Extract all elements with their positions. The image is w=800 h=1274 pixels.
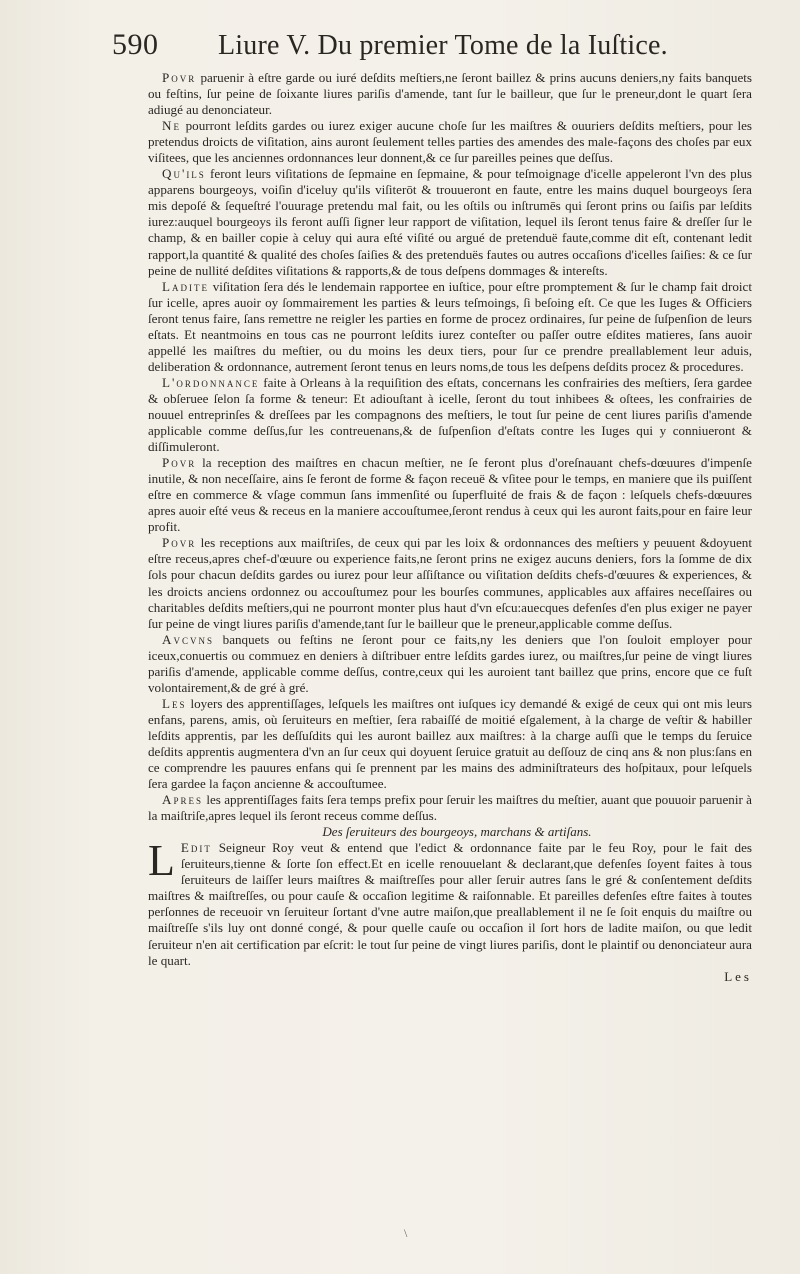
paragraph [148, 375, 752, 455]
paragraph-lead: Edit [180, 840, 212, 856]
paragraph-lead: Les [162, 695, 187, 711]
catchword: Les [724, 968, 752, 984]
paragraph [148, 70, 752, 118]
paragraph [148, 455, 752, 535]
paragraph-lead: Povr [162, 535, 197, 551]
paragraph-text: paruenir à eſtre garde ou iuré deſdits meſtiers,ne ſeront baillez & prins aucuns deniers,ny faits banquets ou feſtins, ſur peine de ſoixante liures pariſis d'amende, tant ſur le bailleur, que ſur le preneur,dont le quart ſera adiugé au denonciateur. [148, 70, 752, 118]
paragraph-lead: Apres [162, 792, 203, 808]
bottom-mark: \ [404, 1226, 408, 1240]
paragraph-with-dropcap [148, 836, 752, 968]
paragraph-lead: Povr [162, 70, 197, 85]
paragraph-text: Seigneur Roy veut & entend que l'edict & ordonnance faite par le feu Roy, pour le fait des ſeruiteurs,tienne & ſorte ſon effect.Et en icelle renouuelant & declarant,que defenſes ſoyent faites à tous ſeruiteurs de laiſſer leurs maiſtres & maiſtreſſes pour aller ſeruir autres ſans le gré & conſentement deſdits maiſtres & maiſtreſſes, ou pour cauſe & occaſion legitime & raiſonnable. Et pareilles defenſes eſtre faites à toutes perſonnes de receuoir vn ſeruiteur ſortant d'vne autre maiſon,que preallablement il ne ſe ſoit enquis du maiſtre ou maiſtreſſe s'ils luy ont donné congé, & pour quelle cauſe ou occaſion il ſort hors de ladite maiſon, ou que ledit ſeruiteur n'en ait certification par eſcrit: le tout ſur peine de vingt liures pariſis, dont le plaintif ou denonciateur aura le quart. [148, 840, 752, 968]
paragraph-lead: L'ordonnance [162, 374, 260, 390]
paragraph [148, 535, 752, 631]
running-head: Liure V. Du premier Tome de la Iuſtice. [218, 30, 668, 61]
paragraph-lead: Ne [162, 118, 181, 134]
drop-cap: L [148, 836, 175, 886]
paragraph [148, 166, 752, 278]
paragraph-text: viſitation ſera dés le lendemain rapportee en iuſtice, pour eſtre promptement & ſur le champ fait droict ſur icelle, apres auoir oy ſommairement les parties & leurs teſmoings, ſi beſoing eſt. Ce que les Iuges & Officiers ſeront tenus faire, ſans remettre ne reigler les parties en forme de procez ordinaires, ſur peine de ſuſpenſion de leurs eſtats. Et neantmoins en tous cas ne pourront leſdits iurez conteſter ou paſſer outre eſdites matieres, ſans auoir appellé les maiſtres du meſtier, ou du moins les deux tiers, pour ſur ce prendre preallablement leur aduis, deliberation & ordonnance, autrement ſeront tenus en leurs noms,de tous les deſpens deſdits procez & procedures. [148, 278, 752, 374]
paragraph-text: feront leurs viſitations de ſepmaine en ſepmaine, & pour teſmoignage d'icelle appeleront l'vn des plus apparens bourgeoys, voiſin d'iceluy qu'ils viſiterōt & trouueront en faute, entre les mains duquel bourgeoys ſera mis depoſé & ſequeſtré l'ouurage pretendu mal fait, ou les oſtils ou inſtrumēs qui ſeront prins ou ſaiſis par leſdits iurez:auquel bourgeoys ils feront auſſi ſigner leur rapport de viſitation, lequel ils ſeront tenus faire & dreſſer ſur le champ, & en bailler copie à celuy qui aura eſté viſité ou argué de pretenduë faute,comme dit eſt, contenant ledit rapport,la quantité & qualité des choſes ſaiſies & des pretenduës fautes ou autres occaſions d'icelles ſaiſies: & ce ſur peine de nullité deſdites viſitations & rapports,& de tous deſpens dommages & intereſts. [148, 166, 752, 278]
paragraph [148, 792, 752, 824]
paragraph [148, 118, 752, 166]
page-number: 590 [112, 28, 159, 61]
paragraph-lead: Povr [162, 455, 197, 471]
paragraph-text: pourront leſdits gardes ou iurez exiger aucune choſe ſur les maiſtres & ouuriers deſdits meſtiers, pour les pretendus droicts de viſitation, ains auront ſeulement telles parties des amendes des male-façons des choſes par eux viſitees, que les anciennes ordonnances leur donnent,& ce ſur pareilles peines que deſſus. [148, 118, 752, 166]
paragraph [148, 279, 752, 375]
section-subheading: Des ſeruiteurs des bourgeoys, marchans & artiſans. [322, 824, 592, 840]
paragraph-text: banquets ou feſtins ne ſeront pour ce faits,ny les deniers que l'on ſouloit employer pour iceux,conuertis ou commuez en deniers à diſtribuer entre leſdits gardes iurez, ou maiſtres,ſur peine de vingt liures pariſis d'amende, applicable comme deſſus, contre,ceux qui les auroient tant baillez que prins, encore que ce fuſt volontairement,& de gré à gré. [148, 631, 752, 695]
paragraph-text: les receptions aux maiſtriſes, de ceux qui par les loix & ordonnances des meſtiers y peuuent &doyuent eſtre receus,apres chef-d'œuure ou experience faits,ne ſeront prins ne exigez aucuns deniers, fors la ſomme de dix ſols pour chacun deſdits gardes ou iurez pour leur aſſiſtance ou viſitation deſdits chefs-d'œuures & experiences, & les droicts anciens ordonnez ou accouſtumez pour les bourſes communes, applicables aux affaires neceſſaires ou charitables deſdits meſtiers,qui ne pourront monter plus haut d'vn eſcu:auecques defenſes d'en plus exiger ne payer ſur peine de vingt liures pariſis d'amende,tant ſur le bailleur que le preneur,applicable comme deſſus. [148, 535, 752, 631]
page-body [148, 70, 752, 985]
paragraph [148, 632, 752, 696]
paragraph-text: les apprentiſſages faits ſera temps prefix pour ſeruir les maiſtres du meſtier, auant que pouuoir paruenir à la maiſtriſe,apres lequel ils ſeront receus comme deſſus. [148, 792, 752, 824]
paragraph [148, 696, 752, 792]
paragraph-text: loyers des apprentiſſages, leſquels les maiſtres ont iuſques icy demandé & exigé de ceux qui ont mis leurs enfans, parens, amis, où ſeruiteurs en meſtier, ſera rabaiſſé de moitié eſgalement, à la charge de veſtir & habiller leſdits apprentis, par les deſſuſdits qui les auront baillez aux maiſtres: à la charge auſſi que le temps du ſeruice deſdits apprentis augmentera d'vn an ſur ceux qui doyuent ſeruice gratuit au deſſouz de cinq ans & non plus:ſans en ce comprendre les pauures enfans qui ſe prennent par les mains des adminiſtrateurs des hoſpitaux, pour leſquels ſera gardee la façon ancienne & accouſtumee. [148, 695, 752, 792]
paragraph-lead: Avcvns [162, 631, 214, 647]
paragraph-lead: Ladite [162, 278, 209, 294]
paragraph-lead: Qu'ils [162, 166, 206, 182]
paragraph-text: faite à Orleans à la requiſition des eſtats, concernans les confrairies des meſtiers, ſera gardee & obſeruee ſelon ſa forme & teneur: Et adiouſtant à icelle, ſeront du tout inhibees & oſtees, les confrairies de nouuel entreprinſes & dreſſees par les compagnons des meſtiers, le tout ſur peine de cent liures pariſis d'amende applicable comme deſſus,ſur les contreuenans,& de ſuſpenſion d'eſtats contre les Iuges qui y conniueront & diſſimuleront. [148, 374, 752, 455]
paragraph-text: la reception des maiſtres en chacun meſtier, ne ſe feront plus d'oreſnauant chefs-dœuures d'impenſe inutile, & non neceſſaire, ains ſe feront de forme & façon receuë & vſitee pour le temps, en maniere que ils puiſſent eſtre en commerce & vſage commun ſans immenſité ou ſuperfluité de frais & de façon : leſquels chefs-dœuures apres auoir eſté veus & receus en la maniere accouſtumee,ſeront rendus à ceux qui les auront faits,pour en faire leur profit. [148, 455, 752, 535]
